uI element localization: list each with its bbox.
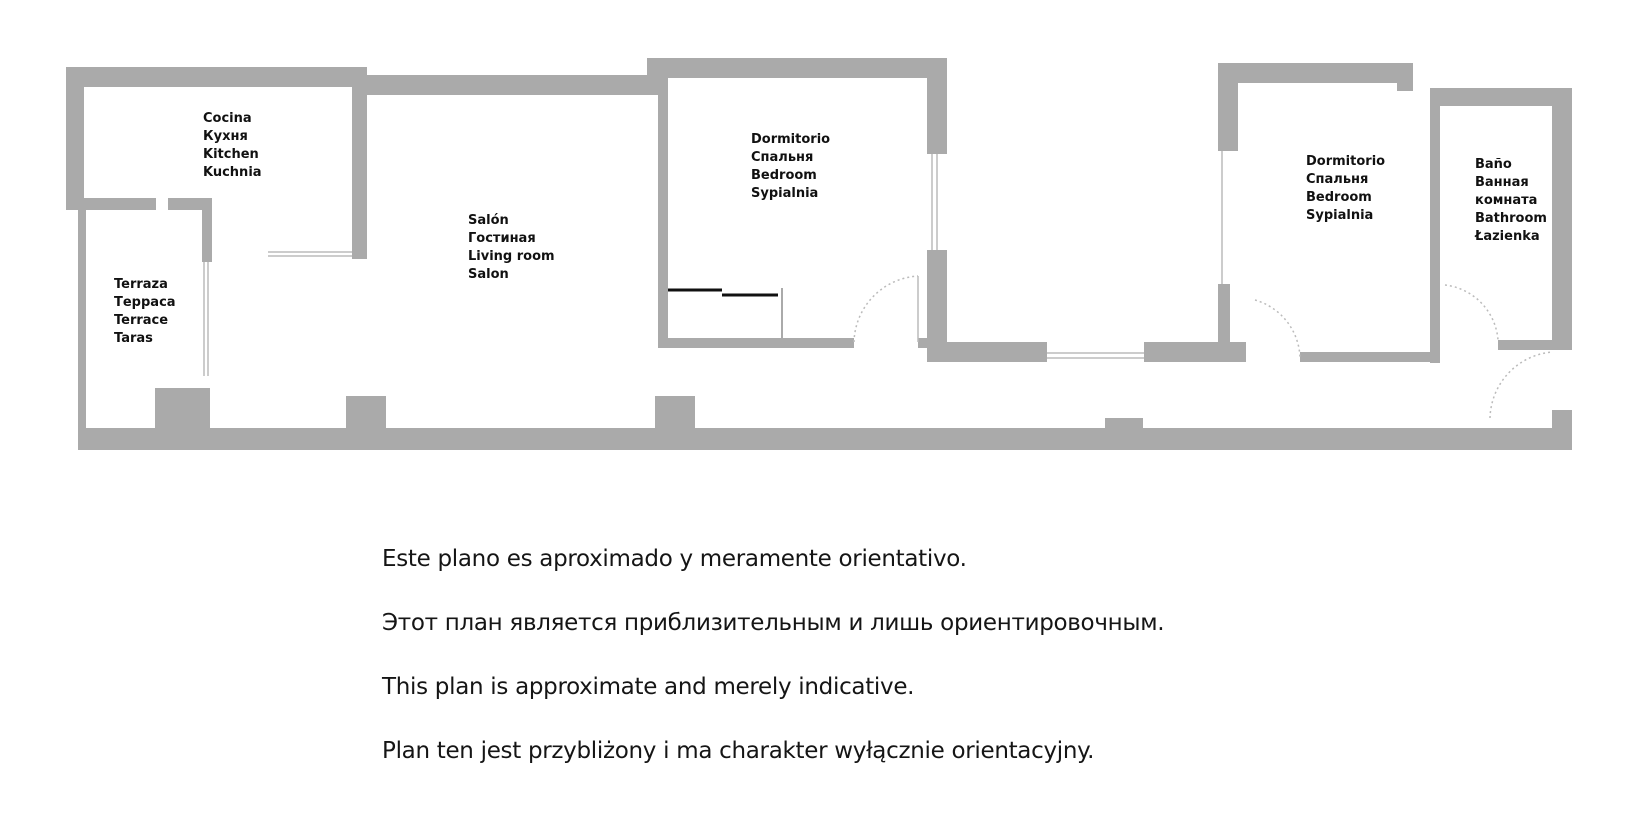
room-label-line: Терраса [114, 295, 176, 310]
room-label-line: Taras [114, 331, 153, 346]
room-label-terrace [114, 276, 176, 348]
room-label-line: Salon [468, 267, 509, 282]
room-label-line: Ванная [1475, 175, 1529, 190]
room-label-bathroom [1475, 156, 1547, 246]
room-label-line: Living room [468, 249, 555, 264]
room-label-line: Łazienka [1475, 229, 1540, 244]
room-label-line: Sypialnia [751, 186, 819, 201]
room-label-line: комната [1475, 193, 1538, 208]
disclaimer-spanish: Este plano es aproximado y meramente orientativo. [382, 546, 967, 572]
room-label-bedroom-2 [1306, 153, 1385, 225]
room-label-line: Dormitorio [1306, 154, 1386, 169]
room-label-line: Baño [1475, 157, 1512, 172]
room-label-living-room [468, 212, 555, 284]
room-label-line: Bathroom [1475, 211, 1547, 226]
room-label-line: Terraza [114, 277, 168, 292]
room-label-line: Dormitorio [751, 132, 831, 147]
room-label-line: Sypialnia [1306, 208, 1374, 223]
room-label-line: Спальня [751, 150, 814, 165]
room-label-line: Terrace [114, 313, 169, 328]
room-label-line: Спальня [1306, 172, 1369, 187]
room-label-line: Cocina [203, 111, 252, 126]
room-label-line: Bedroom [751, 168, 817, 183]
room-label-line: Salón [468, 213, 509, 228]
room-label-kitchen [203, 110, 262, 182]
room-label-line: Bedroom [1306, 190, 1372, 205]
disclaimer-english: This plan is approximate and merely indicative. [382, 674, 915, 700]
walls [66, 58, 1572, 450]
disclaimer-polish: Plan ten jest przybliżony i ma charakter wyłącznie orientacyjny. [382, 738, 1095, 764]
disclaimer-list [382, 545, 1164, 801]
room-label-line: Гостиная [468, 231, 536, 246]
room-label-bedroom-1 [751, 131, 830, 203]
room-label-line: Kuchnia [203, 165, 262, 180]
disclaimer-russian: Этот план является приблизительным и лишь ориентировочным. [382, 610, 1165, 636]
room-label-line: Kitchen [203, 147, 259, 162]
room-label-line: Кухня [203, 129, 248, 144]
